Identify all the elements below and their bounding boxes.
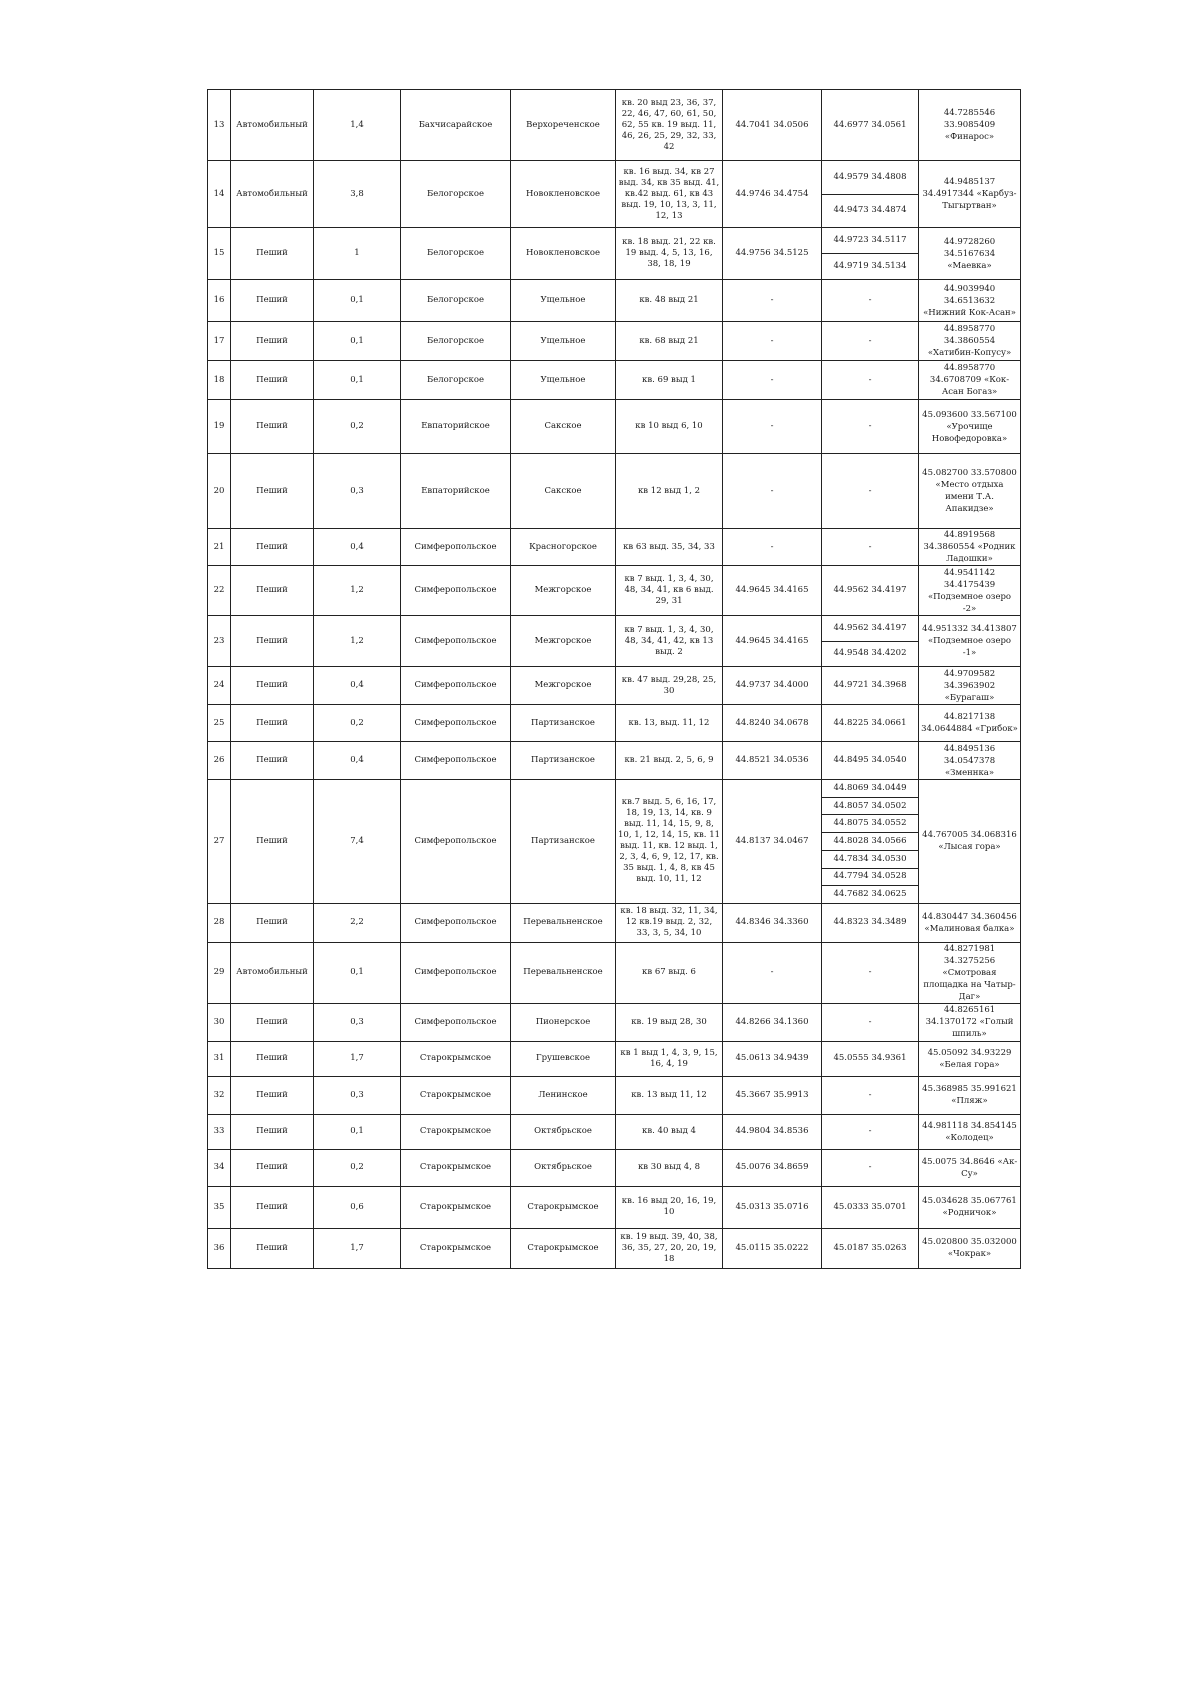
object-name: 44.7285546 33.9085409 «Финарос» [919,90,1021,161]
row-number: 20 [208,454,231,529]
quarter-list: кв 63 выд. 35, 34, 33 [616,529,723,566]
forestry-name: Симферопольское [401,780,511,904]
quarter-list: кв. 18 выд. 32, 11, 34, 12 кв.19 выд. 2, 32, 33, 3, 5, 34, 10 [616,903,723,942]
end-coordinates: 44.8225 34.0661 [822,705,919,742]
route-length: 0,1 [314,1114,401,1149]
start-coordinates: - [723,322,822,361]
route-type: Пеший [231,616,314,667]
start-coordinates: 44.9645 34.4165 [723,566,822,616]
row-number: 33 [208,1114,231,1149]
object-name: 44.9709582 34.3963902 «Бурагаш» [919,667,1021,705]
start-coordinates: 45.0313 35.0716 [723,1186,822,1228]
district-name: Ущельное [511,361,616,400]
end-coordinates: 45.0333 35.0701 [822,1186,919,1228]
start-coordinates: 44.9746 34.4754 [723,161,822,228]
route-type: Пеший [231,1076,314,1114]
forestry-name: Старокрымское [401,1076,511,1114]
route-type: Пеший [231,742,314,780]
route-type: Автомобильный [231,942,314,1003]
end-coordinates: 44.9562 34.4197 [822,616,919,642]
end-coordinates: 44.8323 34.3489 [822,903,919,942]
row-number: 24 [208,667,231,705]
row-number: 13 [208,90,231,161]
district-name: Перевальненское [511,942,616,1003]
start-coordinates: 45.0613 34.9439 [723,1041,822,1076]
row-number: 27 [208,780,231,904]
table-row [208,400,1021,454]
table-row [208,1149,1021,1186]
start-coordinates: - [723,361,822,400]
object-name: 45.020800 35.032000 «Чокрак» [919,1228,1021,1268]
end-coordinates: - [822,454,919,529]
end-coordinates: - [822,361,919,400]
start-coordinates: - [723,942,822,1003]
table-row [208,1003,1021,1041]
object-name: 45.05092 34.93229 «Белая гора» [919,1041,1021,1076]
start-coordinates: - [723,529,822,566]
district-name: Красногорское [511,529,616,566]
route-type: Автомобильный [231,161,314,228]
row-number: 30 [208,1003,231,1041]
object-name: 44.981118 34.854145 «Колодец» [919,1114,1021,1149]
forestry-name: Евпаторийское [401,400,511,454]
route-length: 1 [314,228,401,280]
district-name: Октябрьское [511,1114,616,1149]
route-type: Пеший [231,1114,314,1149]
start-coordinates: - [723,454,822,529]
route-length: 0,3 [314,1003,401,1041]
row-number: 15 [208,228,231,280]
object-name: 44.9541142 34.4175439 «Подземное озеро -2» [919,566,1021,616]
end-coordinates: 44.8495 34.0540 [822,742,919,780]
route-type: Пеший [231,780,314,904]
forestry-name: Бахчисарайское [401,90,511,161]
forestry-name: Старокрымское [401,1228,511,1268]
table-row [208,1228,1021,1268]
quarter-list: кв. 16 выд. 34, кв 27 выд. 34, кв 35 выд. 41, кв.42 выд. 61, кв 43 выд. 19, 10, 13, 3, 11, 12, 13 [616,161,723,228]
quarter-list: кв 12 выд 1, 2 [616,454,723,529]
object-name: 44.9485137 34.4917344 «Карбуз-Тыгыртван» [919,161,1021,228]
start-coordinates: 44.8137 34.0467 [723,780,822,904]
route-type: Пеший [231,1149,314,1186]
district-name: Ленинское [511,1076,616,1114]
start-coordinates: 44.7041 34.0506 [723,90,822,161]
object-name: 44.8217138 34.0644884 «Грибок» [919,705,1021,742]
start-coordinates: 44.8240 34.0678 [723,705,822,742]
route-type: Пеший [231,1186,314,1228]
quarter-list: кв. 68 выд 21 [616,322,723,361]
end-coordinates: 45.0187 35.0263 [822,1228,919,1268]
end-coordinates: - [822,1149,919,1186]
route-type: Пеший [231,705,314,742]
table-row [208,322,1021,361]
district-name: Октябрьское [511,1149,616,1186]
end-coordinates: - [822,1003,919,1041]
end-coordinates: 44.9721 34.3968 [822,667,919,705]
route-length: 1,2 [314,616,401,667]
end-coordinates: 44.8057 34.0502 [822,797,919,815]
district-name: Верхореченское [511,90,616,161]
row-number: 19 [208,400,231,454]
forestry-name: Старокрымское [401,1186,511,1228]
row-number: 21 [208,529,231,566]
end-coordinates: 44.9719 34.5134 [822,254,919,280]
route-length: 1,2 [314,566,401,616]
end-coordinates: 44.7682 34.0625 [822,886,919,904]
quarter-list: кв. 48 выд 21 [616,280,723,322]
quarter-list: кв. 20 выд 23, 36, 37, 22, 46, 47, 60, 61, 50, 62, 55 кв. 19 выд. 11, 46, 26, 25, 29, 32, 33, 42 [616,90,723,161]
forestry-name: Белогорское [401,361,511,400]
start-coordinates: 45.0115 35.0222 [723,1228,822,1268]
quarter-list: кв. 13 выд 11, 12 [616,1076,723,1114]
end-coordinates: 44.8075 34.0552 [822,815,919,833]
quarter-list: кв. 16 выд 20, 16, 19, 10 [616,1186,723,1228]
table-row [208,566,1021,616]
end-coordinates: 44.8028 34.0566 [822,833,919,851]
route-length: 1,7 [314,1228,401,1268]
forestry-name: Белогорское [401,280,511,322]
object-name: 44.8265161 34.1370172 «Голый шпиль» [919,1003,1021,1041]
district-name: Партизанское [511,705,616,742]
row-number: 14 [208,161,231,228]
table-row [208,228,1021,254]
table-row [208,529,1021,566]
route-length: 0,1 [314,942,401,1003]
district-name: Пионерское [511,1003,616,1041]
forestry-name: Симферопольское [401,705,511,742]
forestry-name: Симферопольское [401,667,511,705]
table-row [208,780,1021,798]
route-type: Пеший [231,667,314,705]
district-name: Межгорское [511,616,616,667]
forestry-name: Белогорское [401,161,511,228]
row-number: 17 [208,322,231,361]
row-number: 35 [208,1186,231,1228]
route-type: Пеший [231,1041,314,1076]
end-coordinates: - [822,280,919,322]
district-name: Межгорское [511,667,616,705]
district-name: Старокрымское [511,1186,616,1228]
quarter-list: кв 7 выд. 1, 3, 4, 30, 48, 34, 41, кв 6 выд. 29, 31 [616,566,723,616]
table-row [208,942,1021,1003]
end-coordinates: - [822,400,919,454]
quarter-list: кв 1 выд 1, 4, 3, 9, 15, 16, 4, 19 [616,1041,723,1076]
row-number: 29 [208,942,231,1003]
object-name: 44.9039940 34.6513632 «Нижний Кок-Асан» [919,280,1021,322]
route-type: Пеший [231,529,314,566]
object-name: 44.8958770 34.6708709 «Кок-Асан Богаз» [919,361,1021,400]
table-row [208,667,1021,705]
table-row [208,161,1021,195]
route-type: Пеший [231,400,314,454]
row-number: 31 [208,1041,231,1076]
row-number: 16 [208,280,231,322]
route-type: Пеший [231,566,314,616]
end-coordinates: - [822,322,919,361]
quarter-list: кв. 47 выд. 29,28, 25, 30 [616,667,723,705]
object-name: 44.951332 34.413807 «Подземное озеро -1» [919,616,1021,667]
route-type: Пеший [231,454,314,529]
start-coordinates: - [723,400,822,454]
object-name: 45.093600 33.567100 «Урочище Новофедоровка» [919,400,1021,454]
route-length: 0,4 [314,667,401,705]
object-name: 44.9728260 34.5167634 «Маевка» [919,228,1021,280]
end-coordinates: 44.7834 34.0530 [822,850,919,868]
district-name: Партизанское [511,742,616,780]
end-coordinates: - [822,529,919,566]
district-name: Новокленовское [511,228,616,280]
forestry-name: Симферопольское [401,1003,511,1041]
end-coordinates: 45.0555 34.9361 [822,1041,919,1076]
routes-table [207,89,1021,1269]
start-coordinates: 44.9737 34.4000 [723,667,822,705]
route-type: Пеший [231,361,314,400]
row-number: 28 [208,903,231,942]
route-length: 0,1 [314,322,401,361]
route-length: 1,7 [314,1041,401,1076]
object-name: 44.8495136 34.0547378 «Зменнка» [919,742,1021,780]
route-length: 0,2 [314,400,401,454]
object-name: 44.8958770 34.3860554 «Хатибин-Копусу» [919,322,1021,361]
district-name: Сакское [511,454,616,529]
forestry-name: Белогорское [401,228,511,280]
table-row [208,90,1021,161]
row-number: 34 [208,1149,231,1186]
forestry-name: Белогорское [401,322,511,361]
route-length: 2,2 [314,903,401,942]
row-number: 26 [208,742,231,780]
route-type: Пеший [231,903,314,942]
table-row [208,616,1021,642]
end-coordinates: - [822,1076,919,1114]
object-name: 45.368985 35.991621 «Пляж» [919,1076,1021,1114]
row-number: 36 [208,1228,231,1268]
end-coordinates: 44.9473 34.4874 [822,194,919,228]
quarter-list: кв 67 выд. 6 [616,942,723,1003]
end-coordinates: 44.9723 34.5117 [822,228,919,254]
forestry-name: Старокрымское [401,1149,511,1186]
row-number: 23 [208,616,231,667]
end-coordinates: 44.9579 34.4808 [822,161,919,195]
route-length: 7,4 [314,780,401,904]
route-type: Пеший [231,322,314,361]
end-coordinates: 44.8069 34.0449 [822,780,919,798]
quarter-list: кв.7 выд. 5, 6, 16, 17, 18, 19, 13, 14, кв. 9 выд. 11, 14, 15, 9, 8, 10, 1, 12, 14, 15, кв. 11 выд. 11, кв. 12 выд. 1, 2, 3, 4, 6, 9, 12, 17, кв. 35 выд. 1, 4, 8, кв 45 выд. 10, 11, 12 [616,780,723,904]
start-coordinates: 45.0076 34.8659 [723,1149,822,1186]
start-coordinates: 44.8346 34.3360 [723,903,822,942]
route-type: Пеший [231,1003,314,1041]
start-coordinates: - [723,280,822,322]
forestry-name: Симферопольское [401,942,511,1003]
quarter-list: кв 30 выд 4, 8 [616,1149,723,1186]
table-row [208,1076,1021,1114]
end-coordinates: - [822,1114,919,1149]
start-coordinates: 45.3667 35.9913 [723,1076,822,1114]
route-length: 3,8 [314,161,401,228]
quarter-list: кв 7 выд. 1, 3, 4, 30, 48, 34, 41, 42, кв 13 выд. 2 [616,616,723,667]
forestry-name: Старокрымское [401,1114,511,1149]
start-coordinates: 44.9804 34.8536 [723,1114,822,1149]
district-name: Перевальненское [511,903,616,942]
table-row [208,1114,1021,1149]
route-type: Пеший [231,1228,314,1268]
route-length: 0,3 [314,1076,401,1114]
district-name: Старокрымское [511,1228,616,1268]
object-name: 45.034628 35.067761 «Родничок» [919,1186,1021,1228]
end-coordinates: - [822,942,919,1003]
quarter-list: кв 10 выд 6, 10 [616,400,723,454]
table-row [208,361,1021,400]
quarter-list: кв. 18 выд. 21, 22 кв. 19 выд. 4, 5, 13, 16, 38, 18, 19 [616,228,723,280]
district-name: Ущельное [511,322,616,361]
quarter-list: кв. 19 выд 28, 30 [616,1003,723,1041]
quarter-list: кв. 19 выд. 39, 40, 38, 36, 35, 27, 20, 20, 19, 18 [616,1228,723,1268]
table-row [208,903,1021,942]
end-coordinates: 44.6977 34.0561 [822,90,919,161]
object-name: 44.767005 34.068316 «Лысая гора» [919,780,1021,904]
route-type: Пеший [231,280,314,322]
quarter-list: кв. 69 выд 1 [616,361,723,400]
table-row [208,705,1021,742]
table-row [208,742,1021,780]
route-length: 0,2 [314,705,401,742]
quarter-list: кв. 13, выд. 11, 12 [616,705,723,742]
district-name: Межгорское [511,566,616,616]
object-name: 44.830447 34.360456 «Малиновая балка» [919,903,1021,942]
object-name: 44.8271981 34.3275256 «Смотровая площадка на Чатыр-Даг» [919,942,1021,1003]
forestry-name: Евпаторийское [401,454,511,529]
route-length: 0,4 [314,742,401,780]
end-coordinates: 44.7794 34.0528 [822,868,919,886]
end-coordinates: 44.9548 34.4202 [822,641,919,667]
district-name: Новокленовское [511,161,616,228]
district-name: Сакское [511,400,616,454]
start-coordinates: 44.9645 34.4165 [723,616,822,667]
district-name: Партизанское [511,780,616,904]
start-coordinates: 44.8266 34.1360 [723,1003,822,1041]
object-name: 44.8919568 34.3860554 «Родник Ладошки» [919,529,1021,566]
row-number: 25 [208,705,231,742]
row-number: 18 [208,361,231,400]
table-row [208,454,1021,529]
route-length: 0,1 [314,280,401,322]
route-length: 1,4 [314,90,401,161]
quarter-list: кв. 21 выд. 2, 5, 6, 9 [616,742,723,780]
start-coordinates: 44.9756 34.5125 [723,228,822,280]
route-length: 0,4 [314,529,401,566]
table-row [208,1041,1021,1076]
table-row [208,1186,1021,1228]
end-coordinates: 44.9562 34.4197 [822,566,919,616]
forestry-name: Симферопольское [401,566,511,616]
quarter-list: кв. 40 выд 4 [616,1114,723,1149]
forestry-name: Симферопольское [401,742,511,780]
start-coordinates: 44.8521 34.0536 [723,742,822,780]
district-name: Ущельное [511,280,616,322]
route-length: 0,3 [314,454,401,529]
forestry-name: Симферопольское [401,903,511,942]
forestry-name: Старокрымское [401,1041,511,1076]
row-number: 32 [208,1076,231,1114]
route-length: 0,2 [314,1149,401,1186]
route-type: Автомобильный [231,90,314,161]
forestry-name: Симферопольское [401,616,511,667]
object-name: 45.082700 33.570800 «Место отдыха имени Т.А. Апакидзе» [919,454,1021,529]
route-length: 0,1 [314,361,401,400]
route-type: Пеший [231,228,314,280]
row-number: 22 [208,566,231,616]
object-name: 45.0075 34.8646 «Ак-Су» [919,1149,1021,1186]
district-name: Грушевское [511,1041,616,1076]
route-length: 0,6 [314,1186,401,1228]
table-row [208,280,1021,322]
forestry-name: Симферопольское [401,529,511,566]
